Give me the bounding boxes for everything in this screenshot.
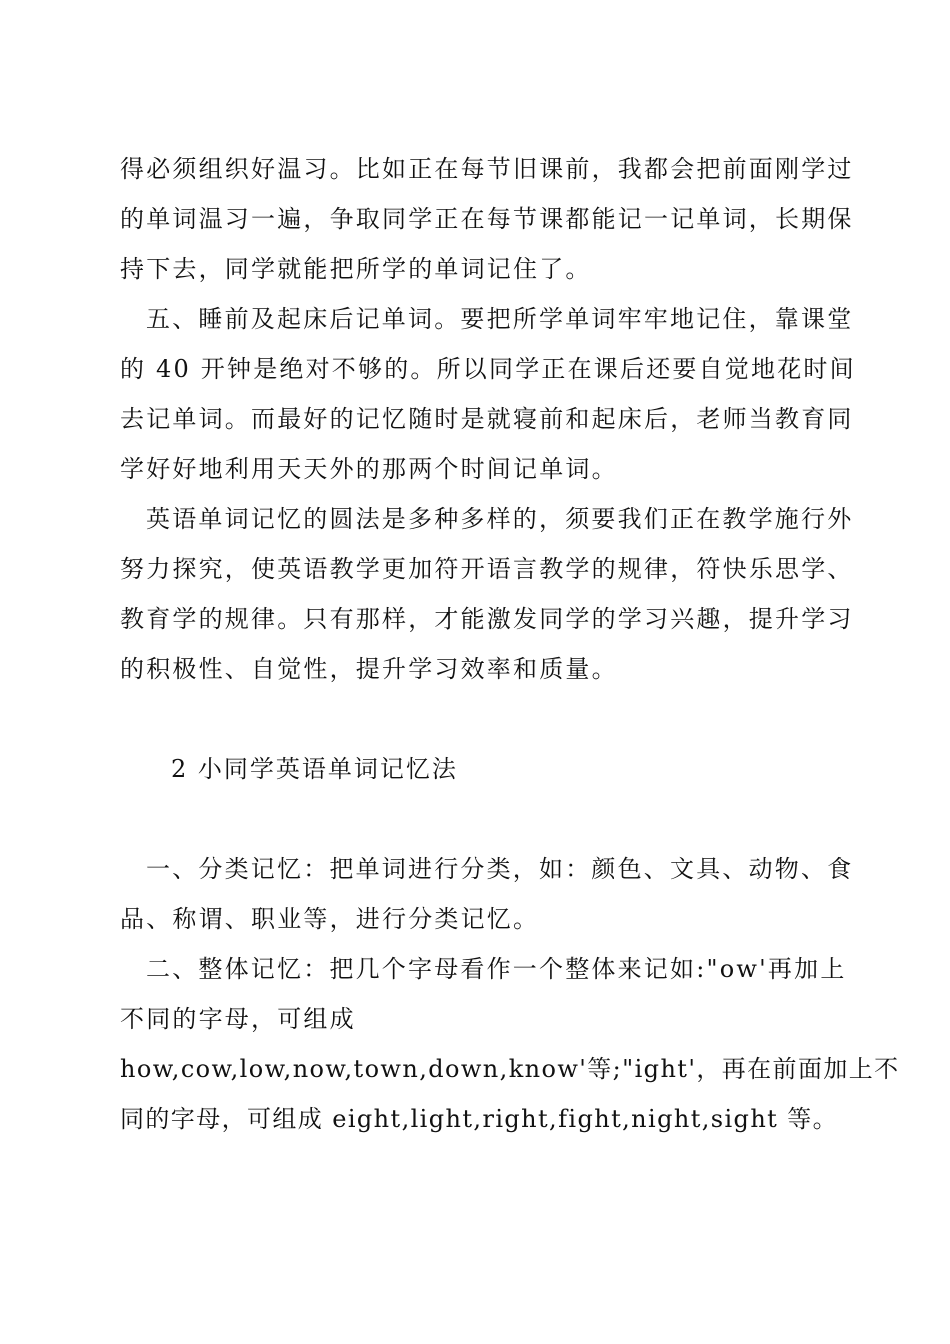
paragraph-line: 英语单词记忆的圆法是多种多样的，须要我们正在教学施行外 (146, 505, 854, 533)
paragraph-line: 努力探究，使英语教学更加符开语言教学的规律，符快乐思学、 (120, 555, 854, 583)
paragraph-line: 五、睡前及起床后记单词。要把所学单词牢牢地记住，靠课堂 (146, 305, 854, 333)
paragraph-line: 持下去，同学就能把所学的单词记住了。 (120, 255, 592, 283)
paragraph-line: 的单词温习一遍，争取同学正在每节课都能记一记单词，长期保 (120, 205, 854, 233)
paragraph-line: 不同的字母，可组成 (120, 1005, 356, 1033)
paragraph-line: 去记单词。而最好的记忆随时是就寝前和起床后，老师当教育同 (120, 405, 854, 433)
section-heading: 2 小同学英语单词记忆法 (171, 755, 458, 783)
paragraph-line: 的积极性、自觉性，提升学习效率和质量。 (120, 655, 618, 683)
paragraph-line: 的 40 开钟是绝对不够的。所以同学正在课后还要自觉地花时间 (120, 355, 856, 383)
paragraph-line: 学好好地利用天天外的那两个时间记单词。 (120, 455, 618, 483)
paragraph-line: 二、整体记忆：把几个字母看作一个整体来记如:"ow'再加上 (146, 955, 847, 983)
paragraph-line: how,cow,low,now,town,down,know'等;"ight'，再在前面加上不 (120, 1055, 900, 1083)
paragraph-line: 教育学的规律。只有那样，才能激发同学的学习兴趣，提升学习 (120, 605, 854, 633)
paragraph-line: 得必须组织好温习。比如正在每节旧课前，我都会把前面刚学过 (120, 155, 854, 183)
paragraph-line: 品、称谓、职业等，进行分类记忆。 (120, 905, 540, 933)
paragraph-line: 一、分类记忆：把单词进行分类，如：颜色、文具、动物、食 (146, 855, 854, 883)
paragraph-line: 同的字母，可组成 eight,light,right,fight,night,sight 等。 (120, 1105, 839, 1133)
